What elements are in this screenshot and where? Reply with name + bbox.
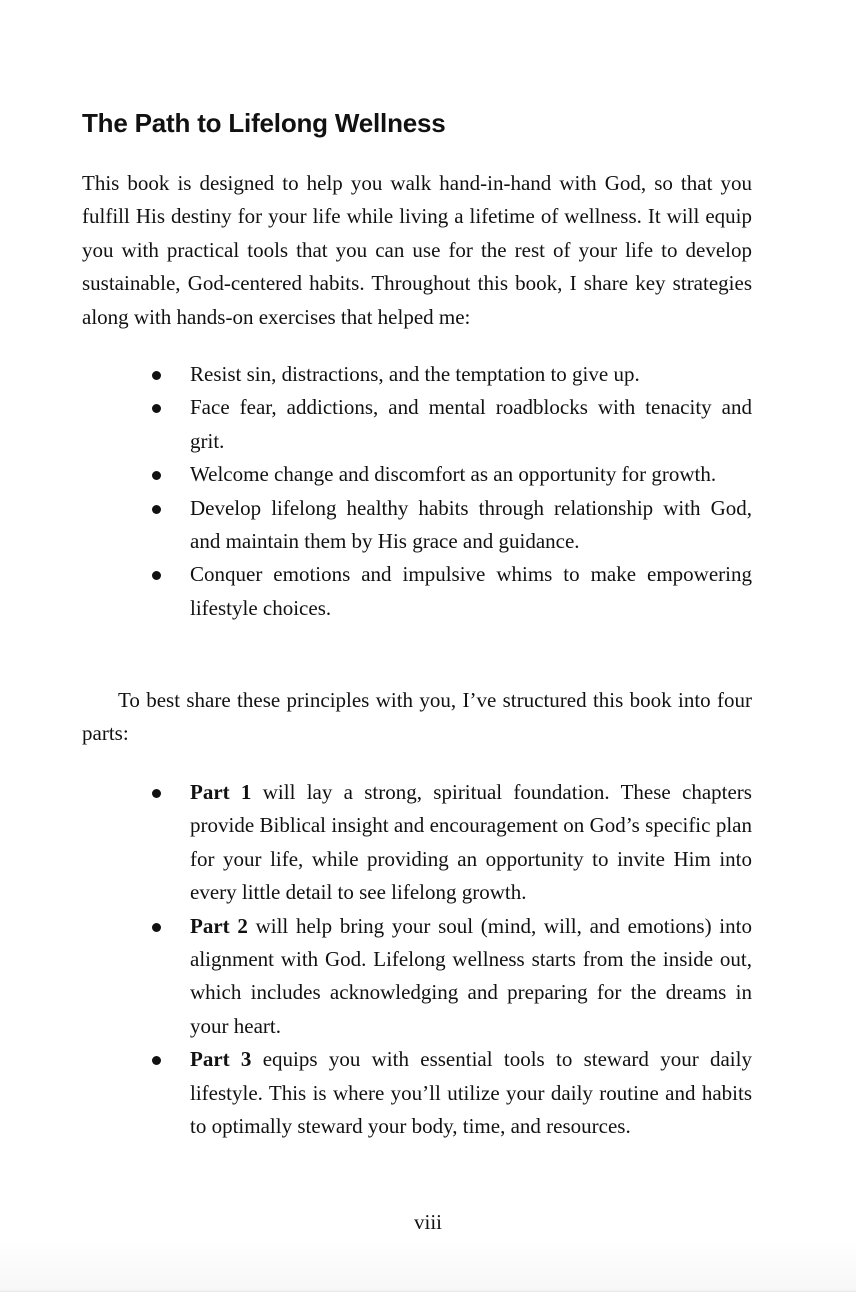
page-number: viii	[413, 1210, 442, 1234]
parts-list	[190, 776, 752, 1143]
list-item-text: Develop lifelong healthy habits through relationship with God, and maintain them by His grace and guidance.	[190, 495, 752, 554]
section-heading: The Path to Lifelong Wellness	[82, 108, 446, 138]
list-item-text: Conquer emotions and impulsive whims to make empowering lifestyle choices.	[190, 562, 752, 620]
bullet-icon	[152, 923, 161, 932]
list-item	[190, 1043, 752, 1143]
list-item	[190, 558, 752, 625]
part-description: will lay a strong, spiritual foundation. These chapters provide Biblical insight and encouragement on God’s specific plan for your life, while providing an opportunity to invite Him into every little detail to see lifelong growth.	[190, 780, 752, 905]
list-item-text: Face fear, addictions, and mental roadblocks with tenacity and grit.	[190, 395, 752, 453]
list-item	[190, 391, 752, 458]
part-description: equips you with essential tools to steward your daily lifestyle. This is where you’ll utilize your daily routine and habits to optimally steward your body, time, and resources.	[190, 1047, 752, 1139]
bullet-icon	[152, 571, 161, 580]
list-item	[190, 358, 752, 391]
part-label: Part 1	[190, 780, 252, 804]
intro-paragraph: This book is designed to help you walk hand-in-hand with God, so that you fulfill His destiny for your life while living a lifetime of wellness. It will equip you with practical tools that you can use for the rest of your life to develop sustainable, God-centered habits. Throughout this book, I share key strategies along with hands-on exercises that helped me:	[82, 171, 752, 329]
bullet-icon	[152, 789, 161, 798]
structure-paragraph: To best share these principles with you, I’ve structured this book into four parts:	[82, 688, 752, 746]
part-label: Part 2	[190, 913, 248, 938]
list-item	[190, 458, 752, 491]
bullet-icon	[152, 505, 161, 514]
list-item	[190, 492, 752, 559]
part-description: will help bring your soul (mind, will, and emotions) into alignment with God. Lifelong wellness starts from the inside out, which includes acknowledging and preparing for the dreams in your heart.	[190, 913, 752, 1038]
part-label: Part 3	[190, 1047, 252, 1072]
list-item-text: Welcome change and discomfort as an opportunity for growth.	[190, 462, 717, 487]
bullet-icon	[152, 471, 161, 480]
list-item-text: Resist sin, distractions, and the temptation to give up.	[190, 362, 640, 386]
strategies-list	[190, 358, 752, 625]
list-item	[190, 776, 752, 910]
list-item	[190, 910, 752, 1044]
bullet-icon	[152, 1056, 161, 1065]
bullet-icon	[152, 371, 161, 380]
bullet-icon	[152, 404, 161, 413]
